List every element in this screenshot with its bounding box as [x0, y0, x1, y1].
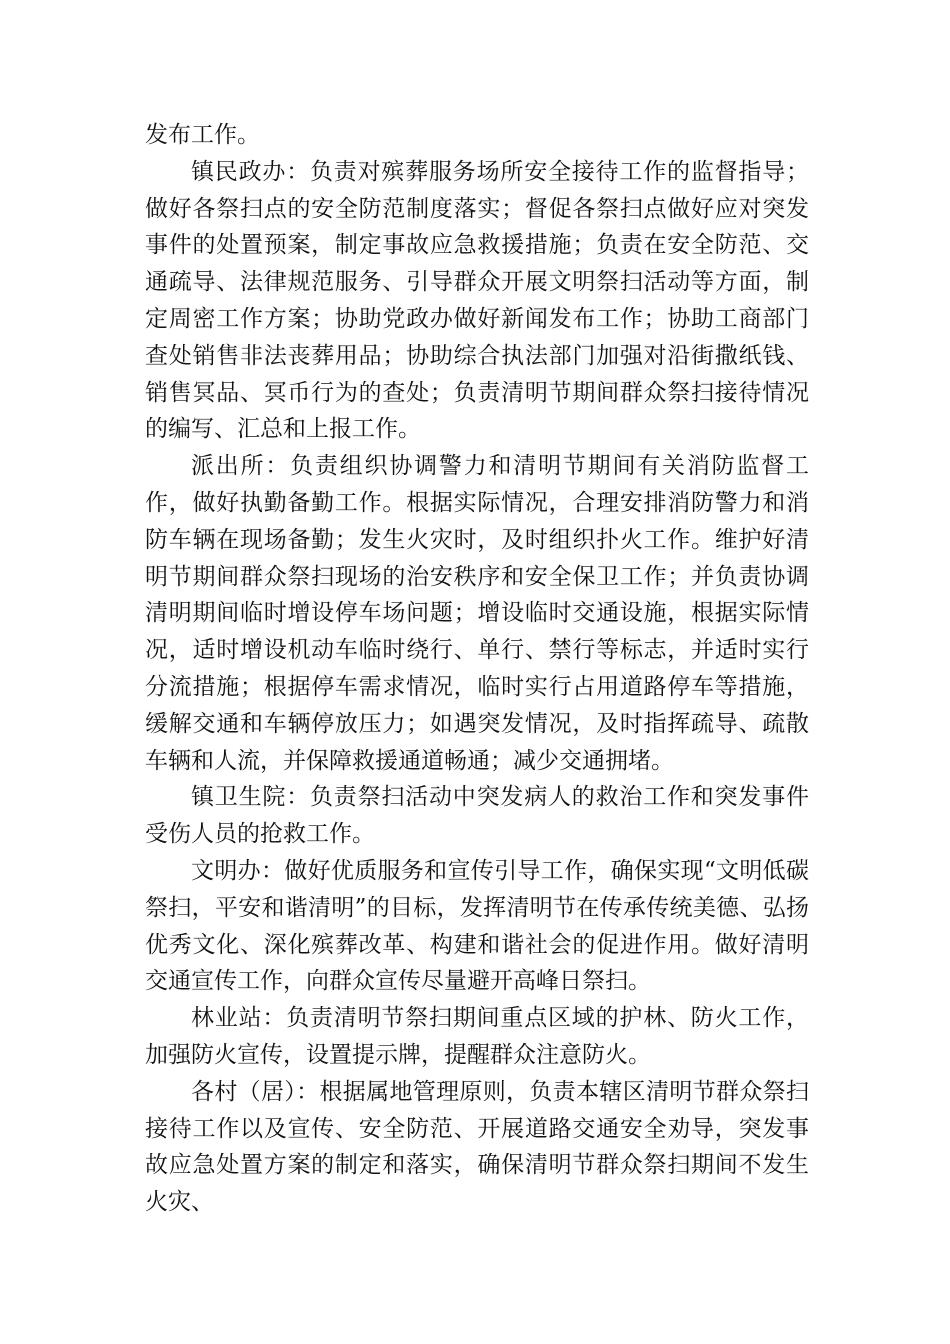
paragraph-forestry-station: 林业站：负责清明节祭扫期间重点区域的护林、防火工作，加强防火宣传，设置提示牌，提醒群众注意防火。 — [145, 1005, 809, 1068]
paragraph-continuation: 发布工作。 — [145, 122, 260, 148]
document-page — [145, 117, 809, 1221]
paragraph-health-center: 镇卫生院：负责祭扫活动中突发病人的救治工作和突发事件受伤人员的抢救工作。 — [145, 784, 809, 848]
paragraph-civil-affairs: 镇民政办：负责对殡葬服务场所安全接待工作的监督指导；做好各祭扫点的安全防范制度落实；督促各祭扫点做好应对突发事件的处置预案，制定事故应急救援措施；负责在安全防范、交通疏导、法律规范服务、引导群众开展文明祭扫活动等方面，制定周密工作方案；协助党政办做好新闻发布工作；协助工商部门查处销售非法丧葬用品；协助综合执法部门加强对沿街撒纸钱、销售冥品、冥币行为的查处；负责清明节期间群众祭扫接待情况的编写、汇总和上报工作。 — [145, 158, 809, 443]
paragraph-police-station: 派出所：负责组织协调警力和清明节期间有关消防监督工作，做好执勤备勤工作。根据实际情况，合理安排消防警力和消防车辆在现场备勤；发生火灾时，及时组织扑火工作。维护好清明节期间群众祭扫现场的治安秩序和安全保卫工作；并负责协调清明期间临时增设停车场问题；增设临时交通设施，根据实际情况，适时增设机动车临时绕行、单行、禁行等标志，并适时实行分流措施；根据停车需求情况，临时实行占用道路停车等措施，缓解交通和车辆停放压力；如遇突发情况，及时指挥疏导、疏散车辆和人流，并保障救援通道畅通；减少交通拥堵。 — [145, 453, 809, 774]
paragraph-villages: 各村（居）：根据属地管理原则，负责本辖区清明节群众祭扫接待工作以及宣传、安全防范、开展道路交通安全劝导，突发事故应急处置方案的制定和落实，确保清明节群众祭扫期间不发生火灾、 — [145, 1078, 809, 1216]
paragraph-civilization-office: 文明办：做好优质服务和宣传引导工作，确保实现“文明低碳祭扫，平安和谐清明”的目标，发挥清明节在传承传统美德、弘扬优秀文化、深化殡葬改革、构建和谐社会的促进作用。做好清明交通宣传工作，向群众宣传尽量避开高峰日祭扫。 — [145, 857, 809, 995]
